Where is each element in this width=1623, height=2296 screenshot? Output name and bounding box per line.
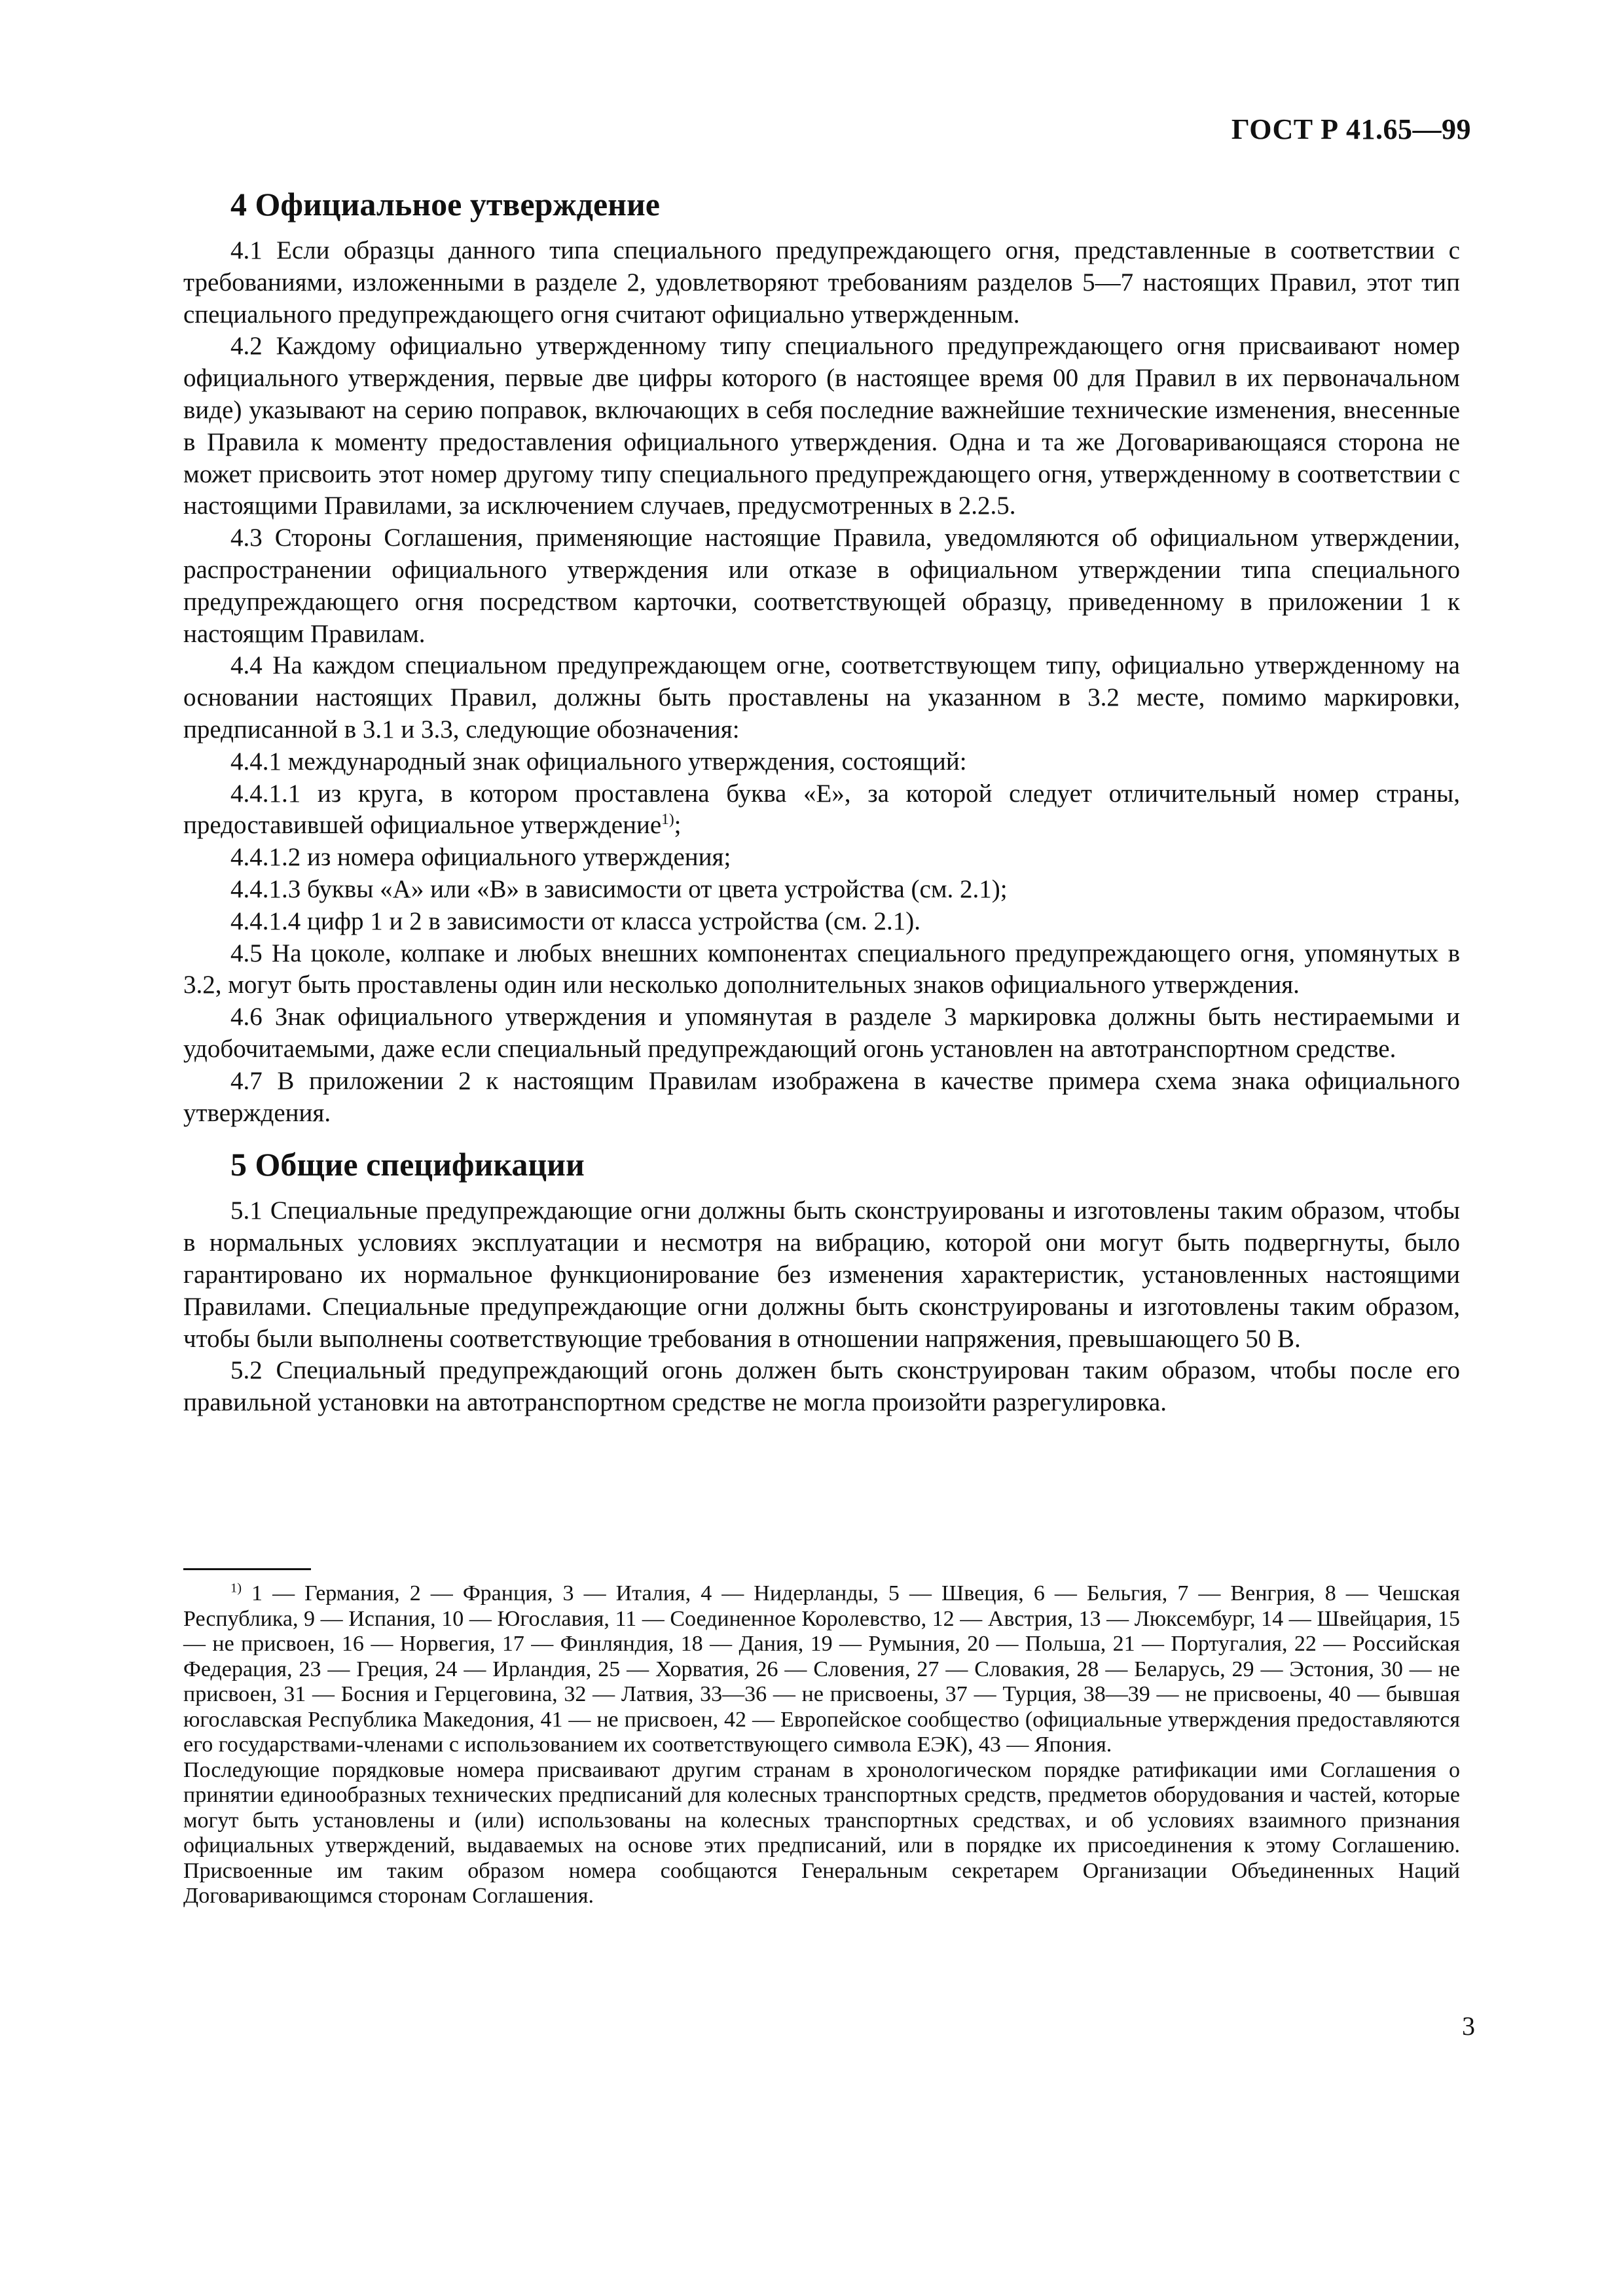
paragraph-4-7: 4.7 В приложении 2 к настоящим Правилам изображена в качестве примера схема знака официального утверждения.: [183, 1066, 1460, 1127]
footnote: [183, 1581, 1460, 1909]
paragraph-4-3: 4.3 Стороны Соглашения, применяющие настоящие Правила, уведомляются об официальном утверждении, распространении официального утверждения или отказе в официальном утверждении типа специального предупреждающего огня посредством карточки, соответствующей образцу, приведенному в приложении 1 к настоящим Правилам.: [183, 524, 1460, 648]
paragraph-4-4-1-1: [183, 778, 1460, 842]
paragraph-4-2: 4.2 Каждому официально утвержденному типу специального предупреждающего огня присваивают номер официального утверждения, первые две цифры которого (в настоящее время 00 для Правил в их первоначальном виде) указывают на серию поправок, включающих в себя последние важнейшие технические изменения, внесенные в Правила к моменту предоставления официального утверждения. Одна и та же Договаривающаяся сторона не может присвоить этот номер другому типу специального предупреждающего огня, утвержденному в соответствии с настоящими Правилами, за исключением случаев, предусмотренных в 2.2.5.: [183, 332, 1460, 520]
paragraph-4-4: 4.4 На каждом специальном предупреждающем огне, соответствующем типу, официально утвержденному на основании настоящих Правил, должны быть проставлены на указанном в 3.2 месте, помимо маркировки, предписанной в 3.1 и 3.3, следующие обозначения:: [183, 651, 1460, 744]
footnote-continuation: Последующие порядковые номера присваивают другим странам в хронологическом порядке ратификации ими Соглашения о принятии единообразных технических предписаний для колесных транспортных средств, предметов оборудования и частей, которые могут быть установлены и (или) использованы на колесных транспортных средствах, и об условиях взаимного признания официальных утверждений, выдаваемых на основе этих предписаний, или в порядке их присоединения к этому Соглашению. Присвоенные им таким образом номера сообщаются Генеральным секретарем Организации Объединенных Наций Договаривающимся сторонам Соглашения.: [183, 1757, 1460, 1908]
standard-code: ГОСТ Р 41.65—99: [1231, 113, 1471, 145]
main-content: [183, 183, 1460, 1419]
paragraph-4-4-1: 4.4.1 международный знак официального утверждения, состоящий:: [230, 747, 967, 776]
paragraph-4-4-1-2: 4.4.1.2 из номера официального утверждения;: [230, 843, 731, 872]
section-4-title: 4 Официальное утверждение: [230, 186, 660, 223]
paragraph-4-4-1-1-text: 4.4.1.1 из круга, в котором проставлена буква «Е», за которой следует отличительный номер страны, предоставившей официальное утверждение: [183, 779, 1460, 840]
paragraph-4-5: 4.5 На цоколе, колпаке и любых внешних компонентах специального предупреждающего огня, упомянутых в 3.2, могут быть проставлены один или несколько дополнительных знаков официального утверждения.: [183, 939, 1460, 999]
page-number: 3: [1462, 2011, 1475, 2041]
paragraph-4-4-1-1-end: ;: [674, 811, 682, 840]
footnote-divider: [183, 1568, 311, 1570]
paragraph-4-1: 4.1 Если образцы данного типа специального предупреждающего огня, представленные в соответствии с требованиями, изложенными в разделе 2, удовлетворяют требованиям разделов 5—7 настоящих Правил, этот тип специального предупреждающего огня считают официально утвержденным.: [183, 236, 1460, 329]
footnote-text: 1 — Германия, 2 — Франция, 3 — Италия, 4 — Нидерланды, 5 — Швеция, 6 — Бельгия, 7 — Венгрия, 8 — Чешская Республика, 9 — Испания, 10 — Югославия, 11 — Соединенное Королевство, 12 — Австрия, 13 — Люксембург, 14 — Швейцария, 15 — не присвоен, 16 — Норвегия, 17 — Финляндия, 18 — Дания, 19 — Румыния, 20 — Польша, 21 — Португалия, 22 — Российская Федерация, 23 — Греция, 24 — Ирландия, 25 — Хорватия, 26 — Словения, 27 — Словакия, 28 — Беларусь, 29 — Эстония, 30 — не присвоен, 31 — Босния и Герцеговина, 32 — Латвия, 33—36 — не присвоены, 37 — Турция, 38—39 — не присвоены, 40 — бывшая югославская Республика Македония, 41 — не присвоен, 42 — Европейское сообщество (официальные утверждения предоставляются его государствами-членами с использованием их соответствующего символа ЕЭК), 43 — Япония.: [183, 1581, 1460, 1757]
paragraph-4-4-1-4: 4.4.1.4 цифр 1 и 2 в зависимости от класса устройства (см. 2.1).: [230, 906, 921, 935]
paragraph-5-1: 5.1 Специальные предупреждающие огни должны быть сконструированы и изготовлены таким образом, чтобы в нормальных условиях эксплуатации и несмотря на вибрацию, которой они могут быть подвергнуты, было гарантировано их нормальное функционирование без изменения характеристик, установленных настоящими Правилами. Специальные предупреждающие огни должны быть сконструированы и изготовлены таким образом, чтобы были выполнены соответствующие требования в отношении напряжения, превышающего 50 В.: [183, 1196, 1460, 1353]
section-5-body: [183, 1195, 1460, 1419]
paragraph-5-2: 5.2 Специальный предупреждающий огонь должен быть сконструирован таким образом, чтобы после его правильной установки на автотранспортном средстве не могла произойти разрегулировка.: [183, 1356, 1460, 1417]
footnote-marker: 1): [230, 1581, 242, 1596]
section-5-title: 5 Общие спецификации: [230, 1146, 585, 1183]
footnote-country-list: [183, 1581, 1460, 1758]
footnote-reference[interactable]: 1): [661, 811, 674, 829]
paragraph-4-6: 4.6 Знак официального утверждения и упомянутая в разделе 3 маркировка должны быть нестираемыми и удобочитаемыми, даже если специальный предупреждающий огонь установлен на автотранспортном средстве.: [183, 1003, 1460, 1063]
section-4-body: [183, 235, 1460, 1129]
paragraph-4-4-1-3: 4.4.1.3 буквы «А» или «В» в зависимости от цвета устройства (см. 2.1);: [230, 874, 1008, 903]
